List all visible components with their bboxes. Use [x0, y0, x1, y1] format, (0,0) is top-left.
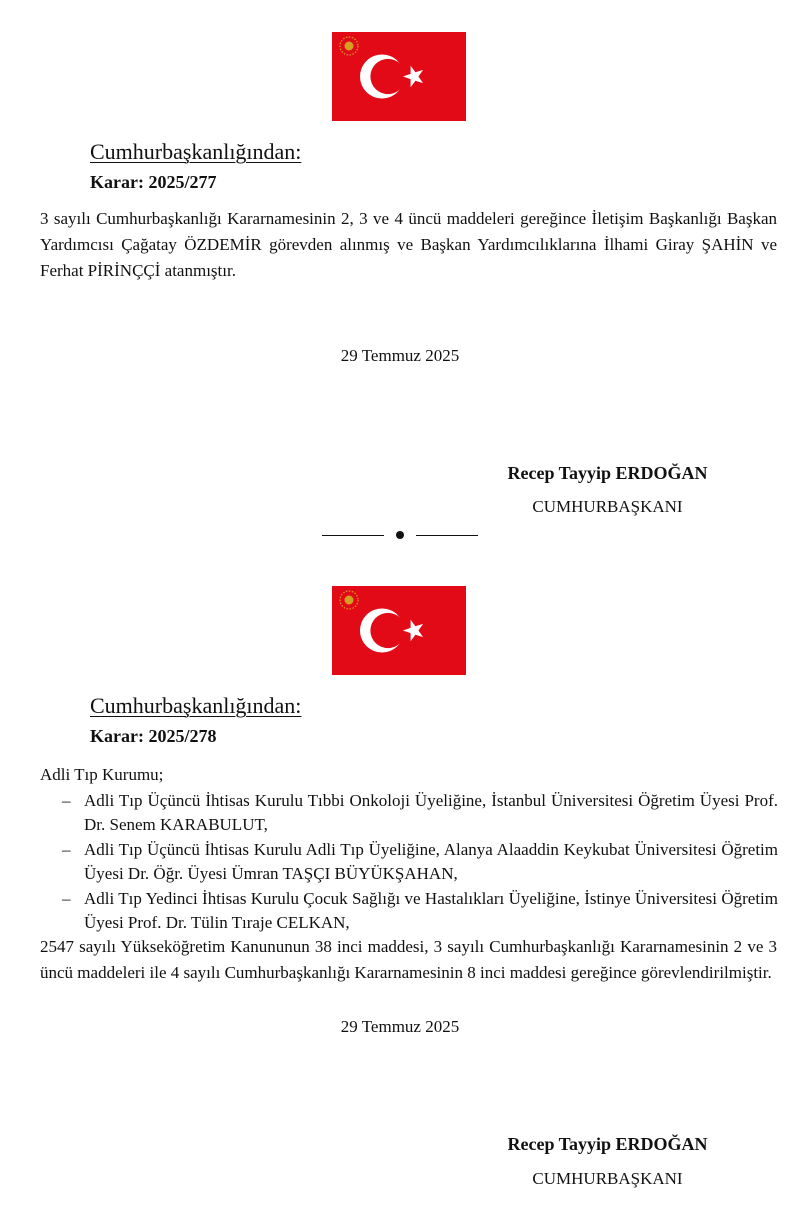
decision-2-heading: Cumhurbaşkanlığından: — [90, 693, 302, 718]
decision-1-signer: Recep Tayyip ERDOĞAN — [507, 463, 708, 483]
list-item — [62, 838, 778, 886]
decision-1-date: 29 Temmuz 2025 — [340, 346, 460, 365]
list-dash: – — [62, 840, 71, 859]
decision-1-body: 3 sayılı Cumhurbaşkanlığı Kararnamesinin 2, 3 ve 4 üncü maddeleri gereğince İletişim Başkanlığı Başkan Yardımcısı Çağatay ÖZDEMİR görevden alınmış ve Başkan Yardımcılıklarına İlhami Giray ŞAHİN ve Ferhat PİRİNÇÇİ atanmıştır. — [40, 209, 777, 280]
decision-2-intro: Adli Tıp Kurumu; — [40, 765, 164, 784]
decision-1-number: Karar: 2025/277 — [90, 172, 217, 192]
turkish-flag-emblem — [332, 32, 466, 121]
list-dash: – — [62, 889, 71, 908]
decision-2-date: 29 Temmuz 2025 — [340, 1017, 460, 1036]
section-separator — [322, 527, 478, 543]
decision-2-body: 2547 sayılı Yükseköğretim Kanununun 38 inci maddesi, 3 sayılı Cumhurbaşkanlığı Kararnamesinin 2 ve 3 üncü maddeleri ile 4 sayılı Cumhurbaşkanlığı Kararnamesinin 8 inci maddesi gereğince görevlendirilmiştir. — [40, 937, 777, 982]
list-item — [62, 789, 778, 837]
list-item — [62, 887, 778, 935]
list-item-text: Adli Tıp Yedinci İhtisas Kurulu Çocuk Sağlığı ve Hastalıkları Üyeliğine, İstinye Üniversitesi Öğretim Üyesi Prof. Dr. Tülin Tıraje CELKAN, — [84, 889, 778, 932]
list-dash: – — [62, 791, 71, 810]
decision-1-heading: Cumhurbaşkanlığından: — [90, 139, 302, 164]
turkish-flag-emblem — [332, 586, 466, 675]
list-item-text: Adli Tıp Üçüncü İhtisas Kurulu Tıbbi Onkoloji Üyeliğine, İstanbul Üniversitesi Öğretim Üyesi Prof. Dr. Senem KARABULUT, — [84, 791, 778, 834]
decision-2-number: Karar: 2025/278 — [90, 726, 217, 746]
decision-2-signer-title: CUMHURBAŞKANI — [532, 1169, 683, 1188]
decision-1-signer-title: CUMHURBAŞKANI — [532, 497, 683, 516]
decision-2-signer: Recep Tayyip ERDOĞAN — [507, 1134, 708, 1154]
list-item-text: Adli Tıp Üçüncü İhtisas Kurulu Adli Tıp Üyeliğine, Alanya Alaaddin Keykubat Üniversitesi Öğretim Üyesi Dr. Öğr. Üyesi Ümran TAŞÇI BÜYÜKŞAHAN, — [84, 840, 778, 883]
